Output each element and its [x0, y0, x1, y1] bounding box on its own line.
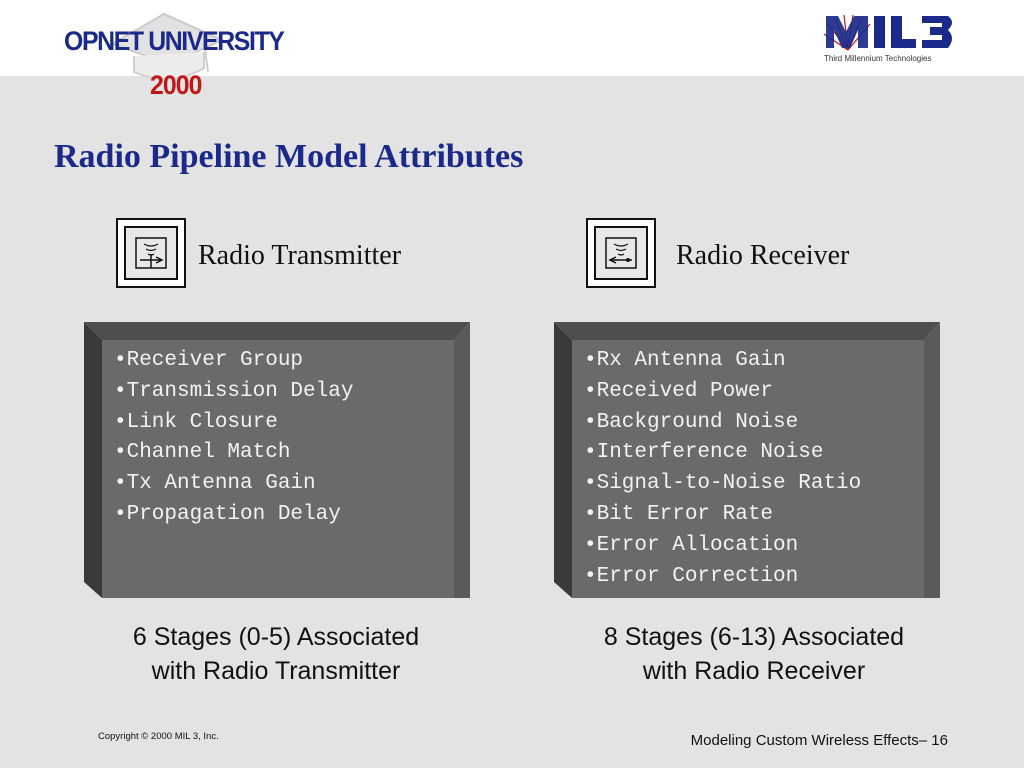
- list-item: •Propagation Delay: [114, 502, 341, 526]
- transmitter-label: Radio Transmitter: [198, 240, 402, 271]
- mil3-logo: [820, 12, 970, 68]
- receiver-caption-line2: with Radio Receiver: [642, 657, 866, 685]
- list-item: •Error Correction: [584, 564, 799, 588]
- list-item: •Link Closure: [114, 410, 278, 434]
- list-item: •Bit Error Rate: [584, 502, 774, 526]
- list-item: •Interference Noise: [584, 441, 824, 465]
- university-year: 2000: [150, 70, 202, 100]
- university-name: OPNET UNIVERSITY: [64, 26, 284, 56]
- receiver-label: Radio Receiver: [676, 240, 850, 271]
- receiver-attributes-panel: [554, 322, 940, 598]
- list-item: •Transmission Delay: [114, 379, 354, 403]
- list-item: •Channel Match: [114, 441, 291, 465]
- opnet-university-logo: [54, 6, 324, 106]
- list-item: •Error Allocation: [584, 533, 799, 557]
- receiver-symbol-icon: [596, 228, 646, 278]
- receiver-caption-line1: 8 Stages (6-13) Associated: [603, 623, 905, 651]
- list-item: •Tx Antenna Gain: [114, 472, 316, 496]
- transmitter-attribute-list: [114, 346, 353, 531]
- transmitter-caption: [86, 620, 466, 688]
- list-item: •Receiver Group: [114, 349, 304, 372]
- slide-reference: Modeling Custom Wireless Effects– 16: [690, 732, 948, 749]
- list-item: •Background Noise: [584, 410, 799, 434]
- list-item: •Received Power: [584, 379, 774, 403]
- transmitter-caption-line1: 6 Stages (0-5) Associated: [132, 623, 420, 651]
- transmitter-attributes-panel: [84, 322, 470, 598]
- list-item: •Rx Antenna Gain: [584, 349, 786, 372]
- transmitter-symbol-icon: [126, 228, 176, 278]
- list-item: •Signal-to-Noise Ratio: [584, 472, 862, 496]
- receiver-caption: [556, 620, 952, 688]
- copyright-notice: Copyright © 2000 MIL 3, Inc.: [98, 731, 219, 742]
- slide-title: Radio Pipeline Model Attributes: [54, 138, 524, 175]
- transmitter-caption-line2: with Radio Transmitter: [151, 657, 401, 685]
- radio-receiver-icon: [586, 218, 656, 288]
- receiver-attribute-list: [584, 346, 861, 592]
- company-tagline: Third Millennium Technologies: [824, 54, 932, 63]
- radio-transmitter-icon: [116, 218, 186, 288]
- mil3-sunburst-icon: [820, 12, 960, 52]
